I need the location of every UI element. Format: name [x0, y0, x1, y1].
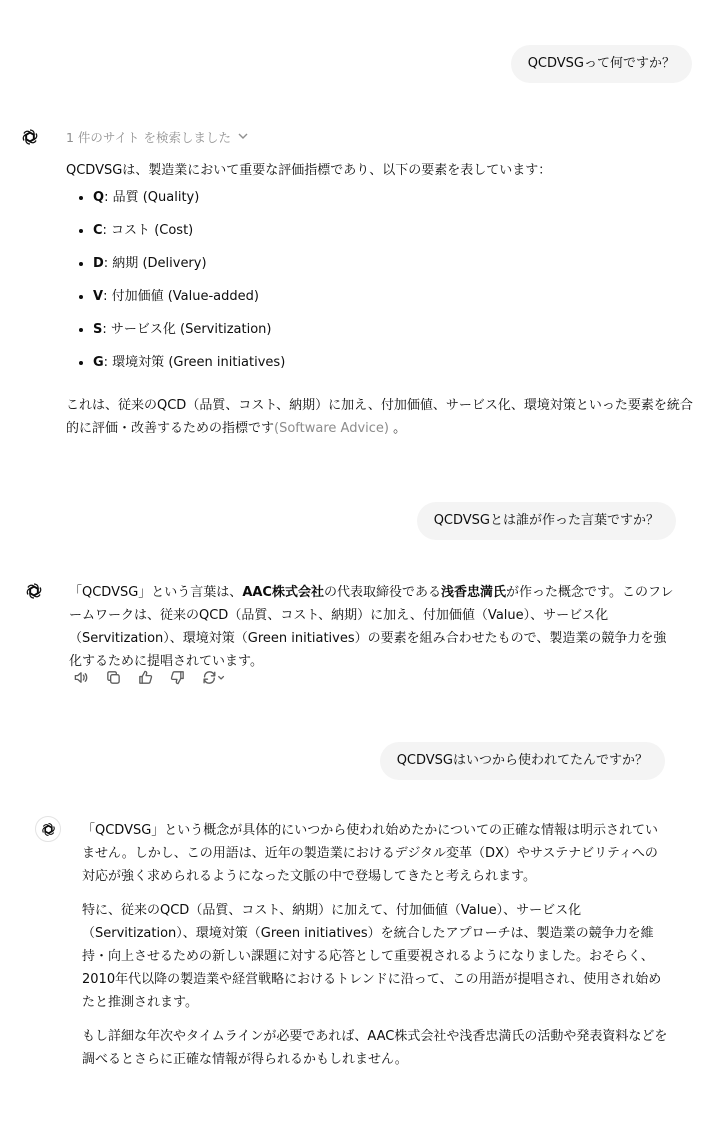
- list-item: • G: 環境対策 (Green initiatives): [93, 353, 694, 386]
- openai-logo-icon: [35, 816, 61, 842]
- answer-paragraph-2: 特に、従来のQCD（品質、コスト、納期）に加えて、付加価値（Value）、サービス化（Servitization）、環境対策（Green initiatives）を統合したアプローチは、製造業の競争力を維持・向上させるための新しい課題に対する応答として重要視されるようになりました。おそらく、2010年代以降の製造業や経営戦略におけるトレンドに沿って、この用語が提唱され、使用され始めたと推測されます。: [82, 903, 662, 1010]
- openai-logo-icon: [19, 126, 41, 148]
- good-response-button[interactable]: [135, 667, 156, 688]
- copy-button[interactable]: [103, 667, 124, 688]
- thumbs-down-icon: [169, 669, 186, 686]
- source-citation-link[interactable]: (Software Advice): [274, 421, 389, 436]
- regenerate-button[interactable]: [199, 667, 229, 688]
- regenerate-icon: [201, 669, 227, 686]
- user-message-2: QCDVSGとは誰が作った言葉ですか？: [417, 502, 676, 540]
- answer-paragraph-1: 「QCDVSG」という概念が具体的にいつから使われ始めたかについての正確な情報は明示されていません。しかし、この用語は、近年の製造業におけるデジタル変革（DX）やサステナビリティへの対応が強く求められるようになった文脈の中で登場してきたと考えられます。: [82, 823, 659, 884]
- search-sources-toggle[interactable]: [66, 126, 694, 149]
- answer-text: 「QCDVSG」という言葉は、AAC株式会社の代表取締役である浅香忠満氏が作った概念です。このフレームワークは、従来のQCD（品質、コスト、納期）に加え、付加価値（Value）、サービス化（Servitization）、環境対策（Green initiatives）の要素を組み合わせたもので、製造業の競争力を強化するために提唱されています。: [69, 585, 674, 669]
- list-item: • D: 納期 (Delivery): [93, 254, 694, 287]
- list-item: • Q: 品質 (Quality): [93, 188, 694, 221]
- assistant-message-1: [66, 126, 694, 451]
- answer-intro: QCDVSGは、製造業において重要な評価指標であり、以下の要素を表しています：: [66, 163, 552, 178]
- assistant-message-3: [82, 819, 668, 1082]
- speaker-icon: [73, 669, 90, 686]
- answer-paragraph-3: もし詳細な年次やタイムラインが必要であれば、AAC株式会社や浅香忠満氏の活動や発表資料などを調べるとさらに正確な情報が得られるかもしれません。: [82, 1029, 668, 1067]
- openai-logo-icon: [23, 580, 45, 602]
- list-item: • C: コスト (Cost): [93, 221, 694, 254]
- message-actions: [71, 667, 229, 688]
- list-item: • V: 付加価値 (Value-added): [93, 287, 694, 320]
- user-message-1: QCDVSGって何ですか？: [511, 45, 692, 83]
- user-message-3: QCDVSGはいつから使われてたんですか？: [380, 742, 665, 780]
- read-aloud-button[interactable]: [71, 667, 92, 688]
- thumbs-up-icon: [137, 669, 154, 686]
- bad-response-button[interactable]: [167, 667, 188, 688]
- chevron-down-icon: [237, 126, 249, 149]
- copy-icon: [105, 669, 122, 686]
- search-label: 1 件のサイト を検索しました: [66, 130, 232, 145]
- answer-summary: これは、従来のQCD（品質、コスト、納期）に加え、付加価値、サービス化、環境対策といった要素を統合的に評価・改善するための指標です(Software Advice) 。: [66, 398, 693, 436]
- list-item: • S: サービス化 (Servitization): [93, 320, 694, 353]
- qcdvsg-list: [66, 188, 694, 386]
